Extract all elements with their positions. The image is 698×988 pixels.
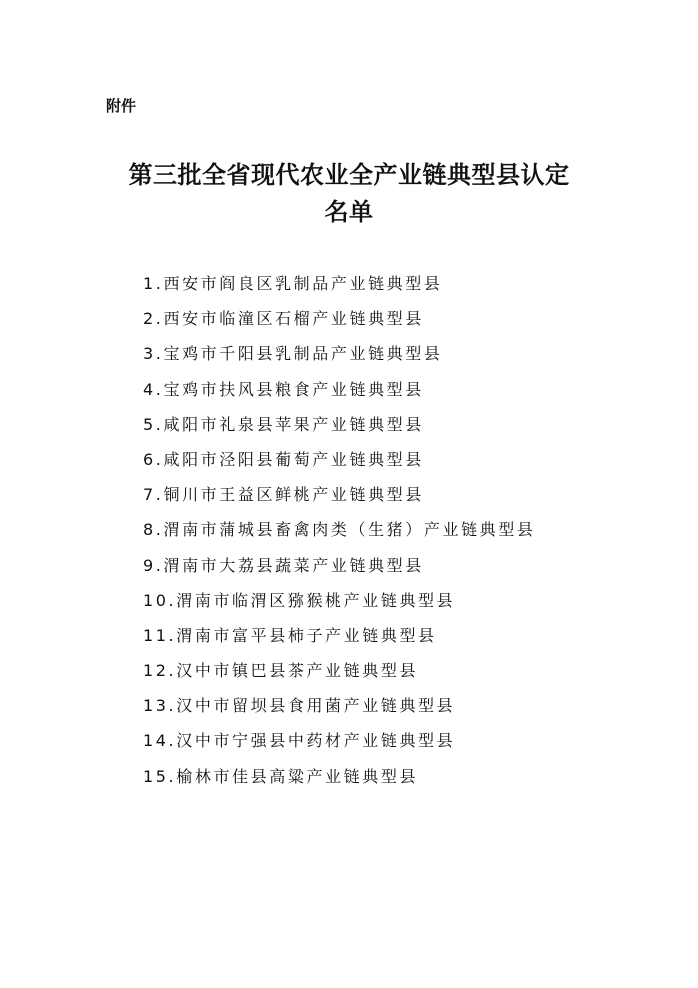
list-item: 15.榆林市佳县高粱产业链典型县 [143,766,419,786]
list-item: 7.铜川市王益区鲜桃产业链典型县 [143,485,424,505]
list-item: 3.宝鸡市千阳县乳制品产业链典型县 [143,344,443,364]
attachment-label: 附件 [106,97,137,115]
list-item: 4.宝鸡市扶风县粮食产业链典型县 [143,379,424,399]
list-item: 12.汉中市镇巴县茶产业链典型县 [143,661,419,681]
page-title-line-1: 第三批全省现代农业全产业链典型县认定 [128,160,570,189]
list-item: 14.汉中市宁强县中药材产业链典型县 [143,731,456,751]
list-item: 8.渭南市蒲城县畜禽肉类（生猪）产业链典型县 [143,520,536,540]
list-item: 10.渭南市临渭区猕猴桃产业链典型县 [143,590,456,610]
list-item: 13.汉中市留坝县食用菌产业链典型县 [143,696,456,716]
list-item: 6.咸阳市泾阳县葡萄产业链典型县 [143,449,424,469]
page-title-line-2: 名单 [324,197,374,226]
list-item: 5.咸阳市礼泉县苹果产业链典型县 [143,414,424,434]
list-item: 11.渭南市富平县柿子产业链典型县 [143,625,437,645]
list-item: 1.西安市阎良区乳制品产业链典型县 [143,274,443,293]
county-list [143,266,535,794]
list-item: 2.西安市临潼区石榴产业链典型县 [143,309,424,329]
list-item: 9.渭南市大荔县蔬菜产业链典型县 [143,555,424,575]
